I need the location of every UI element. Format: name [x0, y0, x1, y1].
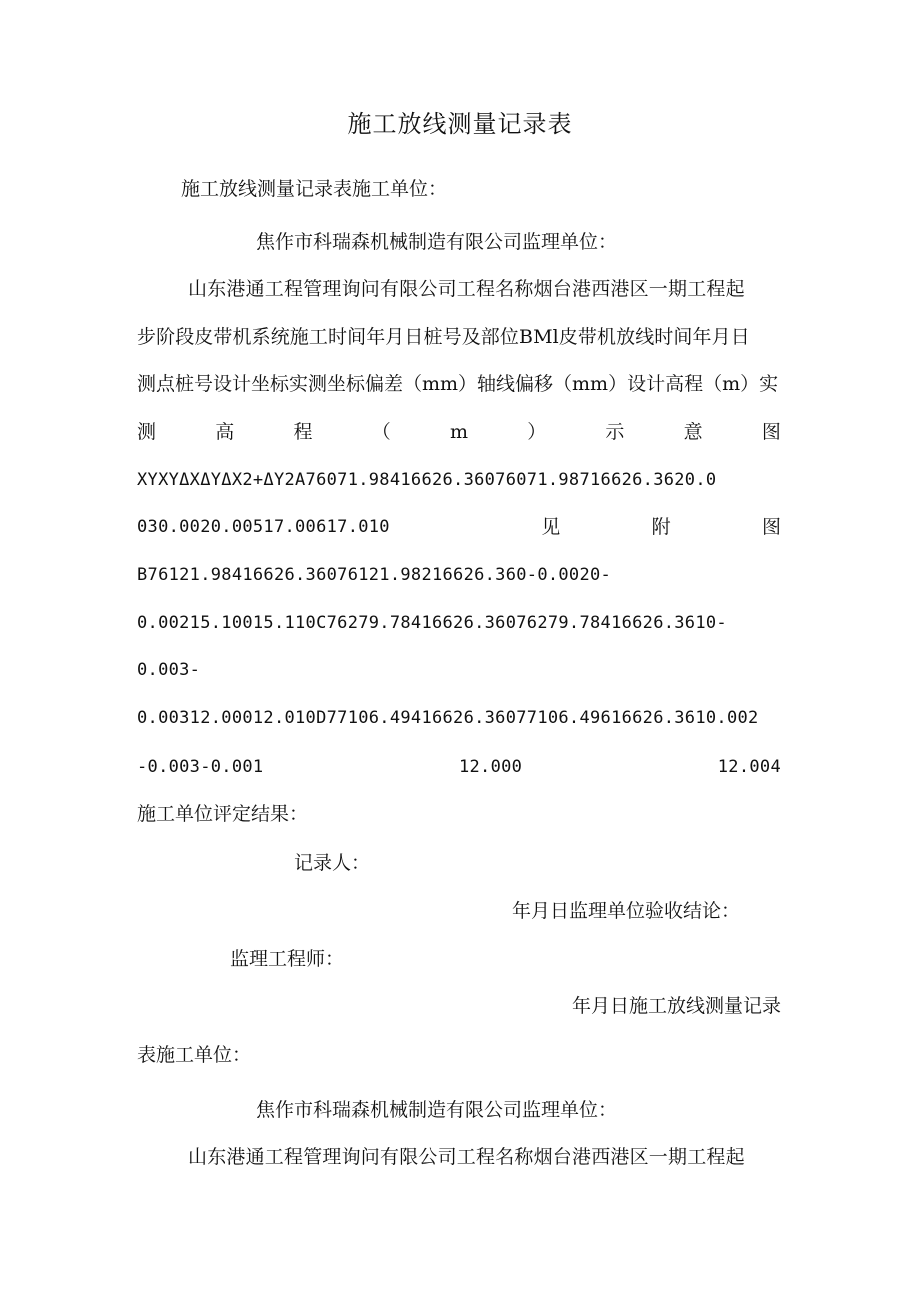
line6-word: 高: [215, 421, 235, 443]
line13-value: -0.003-0.001: [137, 757, 264, 777]
line6-word: 示: [605, 421, 625, 443]
text-line-15: 记录人：: [294, 852, 371, 874]
text-line-13: [137, 752, 781, 782]
text-line-5: 测点桩号设计坐标实测坐标偏差（mm）轴线偏移（mm）设计高程（m）实: [137, 373, 779, 395]
text-line-11: 0.003-: [137, 660, 201, 680]
line6-word: 程: [293, 421, 313, 443]
line6-word: ）: [527, 421, 547, 443]
document-title: 施工放线测量记录表: [347, 110, 573, 138]
text-line-19: 表施工单位：: [137, 1044, 252, 1066]
line6-word: （: [371, 421, 391, 443]
text-line-2: 焦作市科瑞森机械制造有限公司监理单位：: [256, 231, 618, 253]
text-line-12: 0.00312.00012.010D77106.49416626.36077106.49616626.3610.002: [137, 708, 759, 728]
line6-word: 测: [137, 421, 157, 443]
line8-value: 030.0020.00517.00617.010: [137, 517, 390, 537]
line8-word: 附: [651, 516, 671, 538]
line13-value: 12.004: [717, 757, 781, 777]
line6-word: m: [449, 421, 468, 443]
text-line-21: 山东港通工程管理询问有限公司工程名称烟台港西港区一期工程起: [188, 1146, 745, 1168]
text-line-8: [137, 512, 781, 542]
text-line-3: 山东港通工程管理询问有限公司工程名称烟台港西港区一期工程起: [188, 278, 745, 300]
text-line-14: 施工单位评定结果：: [137, 803, 309, 825]
text-line-18: 年月日施工放线测量记录: [571, 995, 781, 1017]
text-line-16: 年月日监理单位验收结论：: [512, 900, 741, 922]
text-line-7: XYXYΔXΔYΔX2+ΔY2A76071.98416626.36076071.98716626.3620.0: [137, 470, 717, 490]
text-line-10: 0.00215.10015.110C76279.78416626.36076279.78416626.3610-: [137, 613, 727, 633]
line6-word: 图: [761, 421, 781, 443]
text-line-9: B76121.98416626.36076121.98216626.360-0.0020-: [137, 565, 612, 585]
text-line-1: 施工放线测量记录表施工单位：: [181, 178, 448, 200]
line8-word: 见: [541, 516, 561, 538]
line6-word: 意: [683, 421, 703, 443]
line8-word: 图: [761, 516, 781, 538]
line13-value: 12.000: [458, 757, 523, 777]
text-line-6: [137, 417, 781, 447]
text-line-20: 焦作市科瑞森机械制造有限公司监理单位：: [256, 1099, 618, 1121]
text-line-17: 监理工程师：: [230, 948, 345, 970]
text-line-4: 步阶段皮带机系统施工时间年月日桩号及部位BMl皮带机放线时间年月日: [137, 326, 750, 348]
